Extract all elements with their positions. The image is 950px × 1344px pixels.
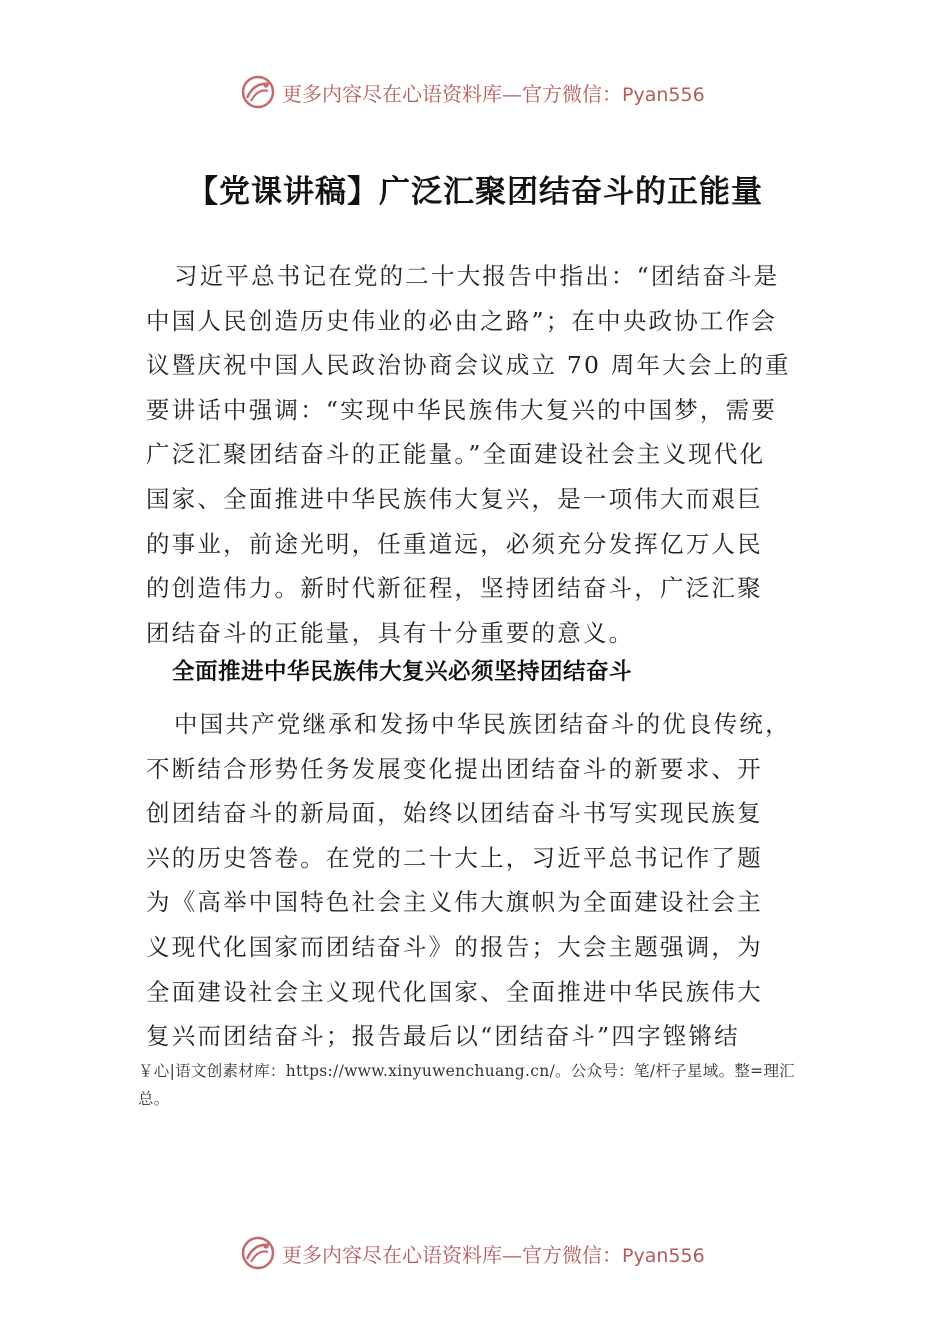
paragraph-line: 不断结合形势任务发展变化提出团结奋斗的新要求、开	[146, 754, 763, 783]
paragraph-line: 要讲话中强调：“实现中华民族伟大复兴的中国梦，需要	[146, 395, 778, 424]
header-wechat-id: Pyan556	[622, 83, 705, 106]
paragraph-line: 中国人民创造历史伟业的必由之路”；在中央政协工作会	[146, 306, 778, 335]
section-heading: 全面推进中华民族伟大复兴必须坚持团结奋斗	[172, 659, 633, 685]
header-banner	[240, 70, 740, 114]
paragraph-line: 团结奋斗的正能量，具有十分重要的意义。	[146, 618, 635, 647]
paragraph-line: 国家、全面推进中华民族伟大复兴，是一项伟大而艰巨	[146, 484, 763, 513]
footnote	[138, 1057, 838, 1113]
footnote-line: ￥心|语文创素材库：https://www.xinyuwenchuang.cn/。公众号：笔/杆子星域。整=理汇	[138, 1062, 796, 1080]
header-banner-text: 更多内容尽在心语资料库—官方微信：	[282, 81, 622, 106]
paragraph-line: 的事业，前途光明，任重道远，必须充分发挥亿万人民	[146, 529, 763, 558]
brand-logo-icon	[240, 1235, 276, 1271]
brand-logo-icon	[240, 74, 276, 110]
paragraph-line: 兴的历史答卷。在党的二十大上，习近平总书记作了题	[146, 843, 763, 872]
paragraph-line: 全面建设社会主义现代化国家、全面推进中华民族伟大	[146, 977, 763, 1006]
paragraph-line: 复兴而团结奋斗；报告最后以“团结奋斗”四字铿锵结	[146, 1022, 740, 1051]
paragraph-line: 议暨庆祝中国人民政治协商会议成立 70 周年大会上的重	[146, 351, 791, 380]
paragraph-line: 广泛汇聚团结奋斗的正能量。”全面建设社会主义现代化	[146, 440, 766, 469]
document-title: 【党课讲稿】广泛汇聚团结奋斗的正能量	[187, 174, 763, 210]
paragraph-1	[146, 254, 806, 655]
paragraph-line: 为《高举中国特色社会主义伟大旗帜为全面建设社会主	[146, 888, 763, 917]
footnote-line: 总。	[138, 1090, 170, 1108]
footer-banner-text: 更多内容尽在心语资料库—官方微信：	[282, 1242, 622, 1267]
footer-wechat-id: Pyan556	[622, 1244, 705, 1267]
paragraph-line: 习近平总书记在党的二十大报告中指出：“团结奋斗是	[174, 262, 780, 290]
paragraph-line: 创团结奋斗的新局面，始终以团结奋斗书写实现民族复	[146, 799, 763, 828]
paragraph-line: 中国共产党继承和发扬中华民族团结奋斗的优良传统，	[174, 710, 791, 738]
footer-banner	[240, 1231, 740, 1275]
paragraph-line: 义现代化国家而团结奋斗》的报告；大会主题强调，为	[146, 932, 763, 961]
paragraph-2	[146, 702, 806, 1059]
paragraph-line: 的创造伟力。新时代新征程，坚持团结奋斗，广泛汇聚	[146, 574, 763, 603]
